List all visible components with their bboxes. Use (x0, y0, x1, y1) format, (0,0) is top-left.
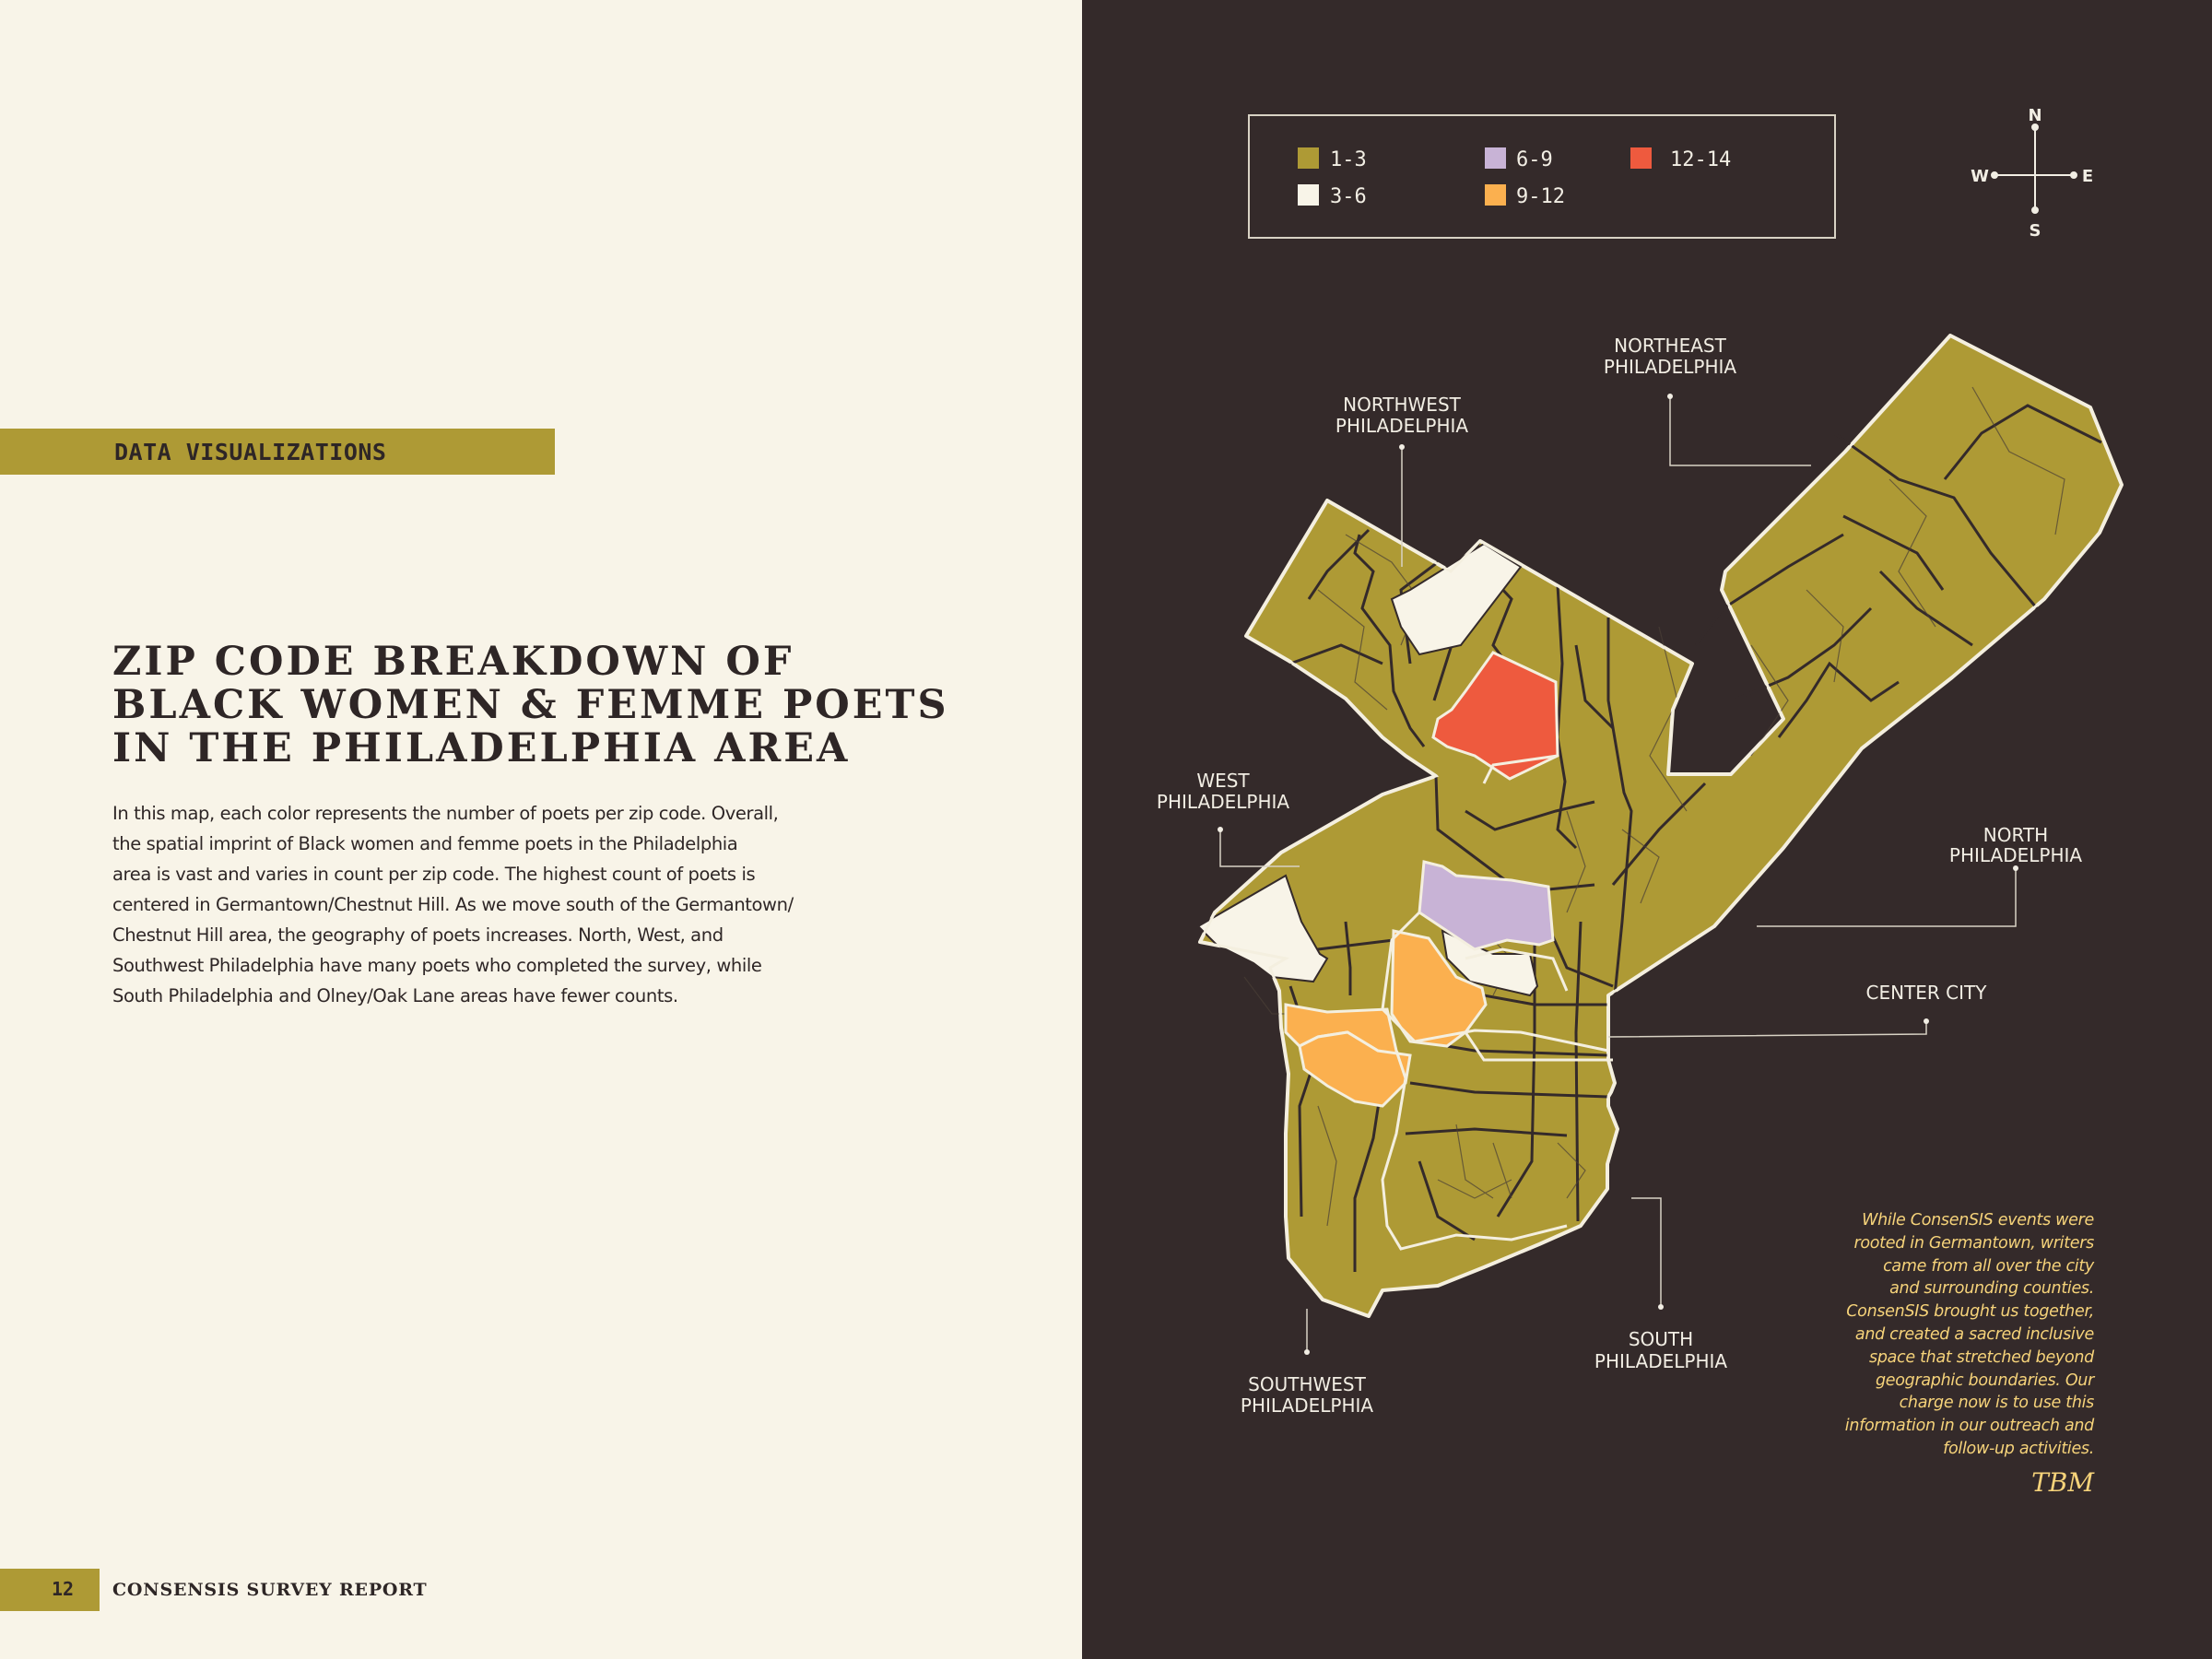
quote-line: ConsenSIS brought us together, (1846, 1302, 2094, 1322)
legend-swatch (1630, 147, 1652, 169)
quote-line: geographic boundaries. Our (1875, 1371, 2094, 1390)
compass-icon (1992, 124, 2077, 213)
legend-swatch (1298, 184, 1319, 206)
compass-north: N (2028, 106, 2042, 125)
quote-line: charge now is to use this (1899, 1394, 2094, 1413)
quote-line: space that stretched beyond (1869, 1347, 2094, 1367)
legend-swatch (1298, 147, 1319, 169)
quote-line: came from all over the city (1883, 1256, 2094, 1276)
report-title: CONSENSIS SURVEY REPORT (112, 1580, 428, 1600)
label-southwest: SOUTHWEST (1248, 1373, 1366, 1395)
compass-east: E (2081, 167, 2094, 186)
legend-swatch (1485, 147, 1506, 169)
label-southwest: PHILADELPHIA (1240, 1394, 1374, 1417)
legend-box (1249, 115, 1835, 238)
label-north: PHILADELPHIA (1948, 844, 2083, 866)
body-line: the spatial imprint of Black women and femme poets in the Philadelphia (112, 833, 738, 854)
body-line: Chestnut Hill area, the geography of poets increases. North, West, and (112, 924, 724, 946)
section-label: DATA VISUALIZATIONS (114, 439, 387, 465)
label-center-city: CENTER CITY (1865, 982, 1987, 1004)
label-northwest: NORTHWEST (1343, 394, 1461, 416)
body-line: Southwest Philadelphia have many poets who completed the survey, while (112, 955, 762, 976)
label-northeast: NORTHEAST (1614, 335, 1726, 357)
quote-line: rooted in Germantown, writers (1853, 1233, 2094, 1253)
label-west: WEST (1196, 770, 1250, 792)
label-northwest: PHILADELPHIA (1335, 415, 1469, 437)
legend-label: 1-3 (1330, 148, 1367, 171)
legend-label: 9-12 (1516, 185, 1565, 208)
legend-swatch (1485, 184, 1506, 206)
quote-line: While ConsenSIS events were (1862, 1211, 2094, 1230)
compass-south: S (2029, 221, 2041, 241)
label-northeast: PHILADELPHIA (1603, 356, 1737, 378)
body-line: In this map, each color represents the number of poets per zip code. Overall, (112, 803, 779, 824)
quote-text (1806, 1209, 2094, 1461)
signature: TBM (2031, 1467, 2094, 1498)
body-line: centered in Germantown/Chestnut Hill. As we move south of the Germantown/ (112, 894, 794, 915)
body-line: area is vast and varies in count per zip code. The highest count of poets is (112, 864, 756, 885)
quote-line: information in our outreach and (1844, 1417, 2094, 1436)
label-south: SOUTH (1628, 1328, 1694, 1350)
legend-label: 12-14 (1670, 148, 1732, 171)
page-number: 12 (52, 1578, 75, 1600)
quote-line: and created a sacred inclusive (1854, 1324, 2094, 1344)
title-line: ZIP CODE BREAKDOWN OF (112, 639, 794, 685)
title-line: BLACK WOMEN & FEMME POETS (112, 682, 949, 728)
label-north: NORTH (1983, 824, 2049, 846)
title-line: IN THE PHILADELPHIA AREA (112, 725, 851, 771)
legend-label: 6-9 (1516, 148, 1553, 171)
compass-west: W (1971, 167, 1989, 186)
legend-label: 3-6 (1330, 185, 1367, 208)
quote-line: follow-up activities. (1943, 1439, 2094, 1458)
quote-line: and surrounding counties. (1889, 1279, 2094, 1299)
body-line: South Philadelphia and Olney/Oak Lane areas have fewer counts. (112, 985, 678, 1006)
label-south: PHILADELPHIA (1594, 1350, 1728, 1372)
label-west: PHILADELPHIA (1156, 791, 1290, 813)
